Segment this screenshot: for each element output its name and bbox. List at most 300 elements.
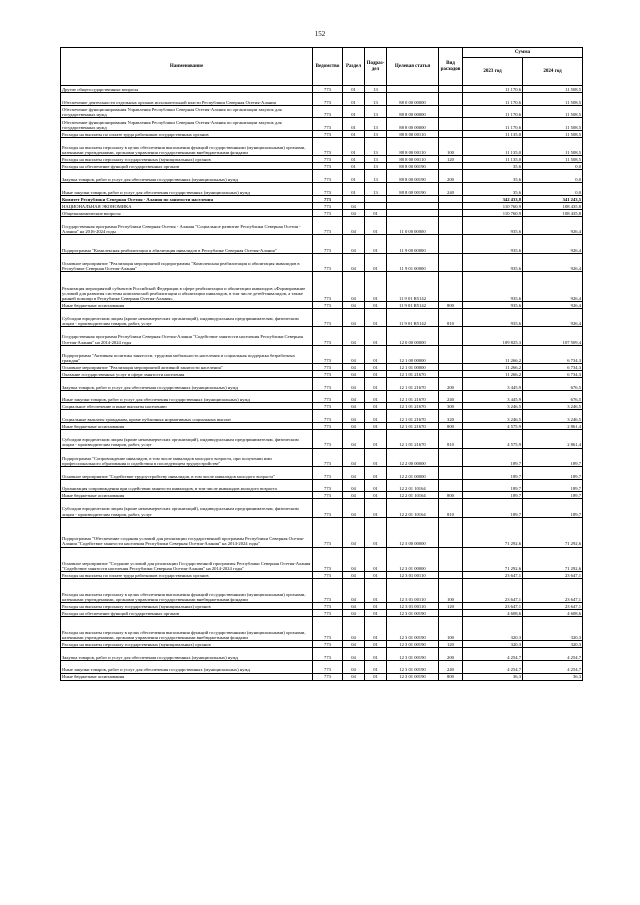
dept-cell: 773 bbox=[313, 641, 343, 648]
name-cell: Реализация мероприятий субъектов Российской Федерации в сфере реабилитации и абилитации инвалидов «Формирование условий для развития системы комплексной реабилитации и абилитации инвалидов, в том числе детей-инвалидов, а также ранней помощи в Республике Северная Осетия-Алания» bbox=[61, 272, 313, 302]
sum-2023-cell: 189,7 bbox=[463, 479, 523, 492]
section-cell: 04 bbox=[343, 547, 365, 571]
name-cell: Социальное обеспечение и иные выплаты населению bbox=[61, 403, 313, 410]
subsection-cell: 01 bbox=[365, 660, 387, 673]
sum-2024-cell: 189,7 bbox=[523, 466, 583, 479]
sum-2023-cell: 3 246,5 bbox=[463, 410, 523, 423]
target-cell: 12 2 01 10164 bbox=[387, 479, 439, 492]
sum-2023-cell: 11 266,2 bbox=[463, 345, 523, 363]
dept-cell: 773 bbox=[313, 390, 343, 403]
dept-cell: 773 bbox=[313, 571, 343, 578]
target-cell: 12 1 01 00000 bbox=[387, 364, 439, 371]
sum-2024-cell: 71 292,6 bbox=[523, 517, 583, 547]
subsection-cell: 01 bbox=[365, 423, 387, 430]
exptype-cell: 320 bbox=[439, 410, 463, 423]
section-cell: 04 bbox=[343, 479, 365, 492]
dept-cell: 773 bbox=[313, 163, 343, 170]
exptype-cell bbox=[439, 345, 463, 363]
table-row bbox=[61, 499, 583, 517]
target-cell: 11 9 01 00000 bbox=[387, 253, 439, 271]
col-section-header: Раздел bbox=[343, 48, 365, 86]
section-cell: 04 bbox=[343, 602, 365, 609]
table-row bbox=[61, 660, 583, 673]
name-cell: Расходы на обеспечение функций государственных органов bbox=[61, 609, 313, 616]
section-cell: 04 bbox=[343, 492, 365, 499]
target-cell: 12 1 01 21670 bbox=[387, 390, 439, 403]
section-cell: 01 bbox=[343, 170, 365, 183]
name-cell: Подпрограмма "Сопровождение инвалидов, в том числе инвалидов молодого возраста, при получении ими профессионального образования и содействия в последующем трудоустройстве" bbox=[61, 448, 313, 466]
exptype-cell bbox=[439, 195, 463, 202]
dept-cell: 773 bbox=[313, 105, 343, 118]
table-row bbox=[61, 390, 583, 403]
sum-2023-cell: 189,7 bbox=[463, 492, 523, 499]
sum-2023-cell: 35,6 bbox=[463, 163, 523, 170]
sum-2024-cell: 189,7 bbox=[523, 499, 583, 517]
name-cell: Расходы на выплаты персоналу государственных (муниципальных) органов bbox=[61, 641, 313, 648]
name-cell: Расходы на обеспечение функций государственных органов bbox=[61, 163, 313, 170]
name-cell: Иные закупки товаров, работ и услуг для обеспечения государственных (муниципальных) нужд bbox=[61, 660, 313, 673]
subsection-cell: 13 bbox=[365, 131, 387, 138]
exptype-cell: 800 bbox=[439, 673, 463, 680]
name-cell: Иные закупки товаров, работ и услуг для обеспечения государственных (муниципальных) нужд bbox=[61, 390, 313, 403]
table-row bbox=[61, 517, 583, 547]
exptype-cell: 800 bbox=[439, 492, 463, 499]
dept-cell: 773 bbox=[313, 131, 343, 138]
dept-cell: 773 bbox=[313, 364, 343, 371]
subsection-cell: 01 bbox=[365, 517, 387, 547]
sum-2023-cell: 935,6 bbox=[463, 272, 523, 302]
sum-2024-cell: 11 508,5 bbox=[523, 156, 583, 163]
table-row bbox=[61, 578, 583, 602]
exptype-cell: 200 bbox=[439, 648, 463, 661]
target-cell bbox=[387, 86, 439, 93]
table-row bbox=[61, 602, 583, 609]
target-cell: 11 9 01 R5142 bbox=[387, 308, 439, 326]
table-row bbox=[61, 138, 583, 156]
target-cell: 12 3 01 00000 bbox=[387, 547, 439, 571]
table-row bbox=[61, 253, 583, 271]
section-cell: 04 bbox=[343, 301, 365, 308]
exptype-cell bbox=[439, 216, 463, 234]
name-cell: Основное мероприятие "Реализация мероприятий подпрограммы "Комплексная реабилитация и абилитация инвалидов в Республике Северная Осетия-Алания" bbox=[61, 253, 313, 271]
dept-cell: 773 bbox=[313, 616, 343, 640]
dept-cell: 773 bbox=[313, 327, 343, 345]
subsection-cell: 01 bbox=[365, 609, 387, 616]
subsection-cell: 01 bbox=[365, 253, 387, 271]
exptype-cell: 200 bbox=[439, 378, 463, 391]
table-row bbox=[61, 371, 583, 378]
sum-2023-cell: 320,3 bbox=[463, 616, 523, 640]
sum-2023-cell: 935,6 bbox=[463, 235, 523, 253]
sum-2023-cell: 11 170,6 bbox=[463, 118, 523, 131]
table-row bbox=[61, 423, 583, 430]
sum-2023-cell: 11 170,6 bbox=[463, 86, 523, 93]
table-row bbox=[61, 170, 583, 183]
section-cell: 01 bbox=[343, 131, 365, 138]
section-cell: 01 bbox=[343, 93, 365, 106]
section-cell: 04 bbox=[343, 253, 365, 271]
sum-2024-cell: 4 254,7 bbox=[523, 660, 583, 673]
table-row bbox=[61, 156, 583, 163]
section-cell: 04 bbox=[343, 641, 365, 648]
name-cell: Закупка товаров, работ и услуг для обеспечения государственных (муниципальных) нужд bbox=[61, 378, 313, 391]
subsection-cell bbox=[365, 202, 387, 209]
subsection-cell: 13 bbox=[365, 105, 387, 118]
sum-2023-cell: 4 254,7 bbox=[463, 648, 523, 661]
name-cell: Расходы на выплаты персоналу в целях обеспечения выполнения функций государственными (муниципальными) органами, казенными учреждениями, органами управления государственными внебюджетными фондами bbox=[61, 578, 313, 602]
target-cell: 12 2 00 00000 bbox=[387, 448, 439, 466]
subsection-cell: 01 bbox=[365, 479, 387, 492]
subsection-cell: 01 bbox=[365, 371, 387, 378]
subsection-cell: 01 bbox=[365, 209, 387, 216]
sum-2024-cell: 23 647,1 bbox=[523, 571, 583, 578]
sum-2023-cell: 110 760,9 bbox=[463, 202, 523, 209]
table-row bbox=[61, 202, 583, 209]
table-row bbox=[61, 571, 583, 578]
table-row bbox=[61, 609, 583, 616]
name-cell: Расходы на выплаты персоналу государственных (муниципальных) органов bbox=[61, 156, 313, 163]
table-row bbox=[61, 131, 583, 138]
subsection-cell: 01 bbox=[365, 430, 387, 448]
dept-cell: 773 bbox=[313, 609, 343, 616]
exptype-cell: 800 bbox=[439, 301, 463, 308]
section-cell: 04 bbox=[343, 578, 365, 602]
exptype-cell: 120 bbox=[439, 641, 463, 648]
dept-cell: 773 bbox=[313, 499, 343, 517]
subsection-cell: 01 bbox=[365, 301, 387, 308]
dept-cell: 773 bbox=[313, 673, 343, 680]
section-cell: 01 bbox=[343, 118, 365, 131]
dept-cell: 773 bbox=[313, 156, 343, 163]
dept-cell: 773 bbox=[313, 448, 343, 466]
col-2024-header: 2024 год bbox=[523, 58, 583, 86]
exptype-cell bbox=[439, 209, 463, 216]
sum-2024-cell: 926,4 bbox=[523, 235, 583, 253]
sum-2024-cell: 189,7 bbox=[523, 479, 583, 492]
target-cell: 12 2 01 10164 bbox=[387, 492, 439, 499]
section-cell: 04 bbox=[343, 571, 365, 578]
subsection-cell: 01 bbox=[365, 345, 387, 363]
subsection-cell: 01 bbox=[365, 571, 387, 578]
subsection-cell: 01 bbox=[365, 466, 387, 479]
target-cell: 12 2 01 00000 bbox=[387, 466, 439, 479]
sum-2023-cell: 3 246,5 bbox=[463, 403, 523, 410]
target-cell: 12 3 01 00190 bbox=[387, 641, 439, 648]
sum-2024-cell: 36,3 bbox=[523, 673, 583, 680]
col-name-header: Наименование bbox=[61, 48, 313, 86]
sum-2023-cell: 35,6 bbox=[463, 183, 523, 196]
dept-cell: 773 bbox=[313, 118, 343, 131]
sum-2023-cell: 11 170,6 bbox=[463, 93, 523, 106]
name-cell: Оказание государственных услуг в сфере занятости населения bbox=[61, 371, 313, 378]
section-cell: 01 bbox=[343, 105, 365, 118]
subsection-cell: 01 bbox=[365, 308, 387, 326]
table-row bbox=[61, 272, 583, 302]
sum-2024-cell: 676,5 bbox=[523, 378, 583, 391]
section-cell: 04 bbox=[343, 403, 365, 410]
section-cell: 04 bbox=[343, 609, 365, 616]
subsection-cell: 01 bbox=[365, 499, 387, 517]
exptype-cell bbox=[439, 479, 463, 492]
subsection-cell: 01 bbox=[365, 547, 387, 571]
sum-2023-cell: 342 433,8 bbox=[463, 195, 523, 202]
sum-2023-cell: 11 135,0 bbox=[463, 131, 523, 138]
subsection-cell: 01 bbox=[365, 673, 387, 680]
section-cell: 04 bbox=[343, 517, 365, 547]
exptype-cell bbox=[439, 131, 463, 138]
table-row bbox=[61, 86, 583, 93]
sum-2023-cell: 71 292,6 bbox=[463, 547, 523, 571]
target-cell: 12 3 01 00110 bbox=[387, 602, 439, 609]
exptype-cell bbox=[439, 609, 463, 616]
table-header bbox=[61, 48, 583, 86]
exptype-cell bbox=[439, 571, 463, 578]
table-row bbox=[61, 378, 583, 391]
subsection-cell: 01 bbox=[365, 390, 387, 403]
exptype-cell bbox=[439, 517, 463, 547]
target-cell: 12 1 01 21670 bbox=[387, 430, 439, 448]
sum-2024-cell: 11 508,5 bbox=[523, 93, 583, 106]
dept-cell: 773 bbox=[313, 253, 343, 271]
sum-2024-cell: 189,7 bbox=[523, 492, 583, 499]
target-cell: 12 1 01 21670 bbox=[387, 371, 439, 378]
target-cell: 12 3 01 00190 bbox=[387, 616, 439, 640]
target-cell bbox=[387, 202, 439, 209]
dept-cell: 773 bbox=[313, 660, 343, 673]
exptype-cell: 200 bbox=[439, 170, 463, 183]
subsection-cell: 01 bbox=[365, 641, 387, 648]
sum-2024-cell: 189,7 bbox=[523, 448, 583, 466]
target-cell: 11 9 00 00000 bbox=[387, 235, 439, 253]
name-cell: Комитет Республики Северная Осетия - Алания по занятости населения bbox=[61, 195, 313, 202]
exptype-cell bbox=[439, 202, 463, 209]
table-row bbox=[61, 479, 583, 492]
target-cell: 12 0 00 00000 bbox=[387, 327, 439, 345]
table-row bbox=[61, 410, 583, 423]
col-subsection-header: Подраз-дел bbox=[365, 48, 387, 86]
target-cell: 88 8 00 00110 bbox=[387, 138, 439, 156]
sum-2024-cell: 108 435,8 bbox=[523, 209, 583, 216]
exptype-cell bbox=[439, 547, 463, 571]
sum-2023-cell: 320,3 bbox=[463, 641, 523, 648]
sum-2023-cell: 11 135,0 bbox=[463, 156, 523, 163]
exptype-cell: 100 bbox=[439, 578, 463, 602]
dept-cell: 773 bbox=[313, 430, 343, 448]
subsection-cell: 01 bbox=[365, 216, 387, 234]
section-cell: 04 bbox=[343, 499, 365, 517]
col-exptype-header: Вид расходов bbox=[439, 48, 463, 86]
exptype-cell: 800 bbox=[439, 423, 463, 430]
table-row bbox=[61, 308, 583, 326]
sum-2023-cell: 11 170,6 bbox=[463, 105, 523, 118]
section-cell bbox=[343, 195, 365, 202]
exptype-cell bbox=[439, 364, 463, 371]
sum-2024-cell: 11 508,5 bbox=[523, 138, 583, 156]
table-row bbox=[61, 345, 583, 363]
sum-2024-cell: 0,0 bbox=[523, 163, 583, 170]
dept-cell: 773 bbox=[313, 86, 343, 93]
dept-cell: 773 bbox=[313, 517, 343, 547]
target-cell: 11 0 00 00000 bbox=[387, 216, 439, 234]
exptype-cell bbox=[439, 86, 463, 93]
name-cell: Иные бюджетные ассигнования bbox=[61, 492, 313, 499]
sum-2023-cell: 935,6 bbox=[463, 308, 523, 326]
table-row bbox=[61, 183, 583, 196]
section-cell: 04 bbox=[343, 423, 365, 430]
exptype-cell: 240 bbox=[439, 660, 463, 673]
col-dept-header: Ведомство bbox=[313, 48, 343, 86]
section-cell: 04 bbox=[343, 466, 365, 479]
target-cell: 11 9 01 R5142 bbox=[387, 301, 439, 308]
target-cell: 12 3 01 00110 bbox=[387, 571, 439, 578]
dept-cell: 773 bbox=[313, 170, 343, 183]
sum-2024-cell: 6 734,3 bbox=[523, 364, 583, 371]
table-row bbox=[61, 327, 583, 345]
exptype-cell bbox=[439, 163, 463, 170]
name-cell: Основное мероприятие "Реализация мероприятий активной занятости населения" bbox=[61, 364, 313, 371]
sum-2024-cell: 4 254,7 bbox=[523, 648, 583, 661]
name-cell: Организация сопровождения при содействии занятости инвалидов, в том числе инвалидов молодого возраста bbox=[61, 479, 313, 492]
table-row bbox=[61, 364, 583, 371]
table-row bbox=[61, 93, 583, 106]
section-cell: 04 bbox=[343, 327, 365, 345]
sum-2024-cell: 71 292,6 bbox=[523, 547, 583, 571]
sum-2023-cell: 110 760,9 bbox=[463, 209, 523, 216]
subsection-cell: 13 bbox=[365, 138, 387, 156]
sum-2024-cell: 107 509,4 bbox=[523, 327, 583, 345]
name-cell: Другие общегосударственные вопросы bbox=[61, 86, 313, 93]
section-cell: 04 bbox=[343, 272, 365, 302]
exptype-cell bbox=[439, 466, 463, 479]
section-cell: 01 bbox=[343, 156, 365, 163]
sum-2023-cell: 189,7 bbox=[463, 466, 523, 479]
name-cell: Подпрограмма "Обеспечение создания условий для реализации государственной программы Республики Северная Осетия-Алания "Содействие занятости населения Республики Северная Осетия-Алания" на 2014-2024 годы" bbox=[61, 517, 313, 547]
sum-2023-cell: 11 135,0 bbox=[463, 138, 523, 156]
col-sum-header: Сумма bbox=[463, 48, 583, 58]
name-cell: Обеспечение функционирования Управления Республики Северная Осетия-Алания по организации закупок для государственных нужд bbox=[61, 105, 313, 118]
sum-2023-cell: 109 825,3 bbox=[463, 327, 523, 345]
sum-2023-cell: 189,7 bbox=[463, 499, 523, 517]
dept-cell: 773 bbox=[313, 301, 343, 308]
section-cell: 04 bbox=[343, 660, 365, 673]
table-row bbox=[61, 492, 583, 499]
subsection-cell: 01 bbox=[365, 578, 387, 602]
dept-cell: 773 bbox=[313, 209, 343, 216]
subsection-cell: 01 bbox=[365, 364, 387, 371]
subsection-cell: 01 bbox=[365, 403, 387, 410]
sum-2023-cell: 35,6 bbox=[463, 170, 523, 183]
dept-cell: 773 bbox=[313, 578, 343, 602]
target-cell: 12 3 01 00190 bbox=[387, 673, 439, 680]
table-row bbox=[61, 616, 583, 640]
sum-2024-cell: 320,3 bbox=[523, 616, 583, 640]
exptype-cell bbox=[439, 253, 463, 271]
sum-2023-cell: 189,7 bbox=[463, 448, 523, 466]
subsection-cell: 01 bbox=[365, 272, 387, 302]
section-cell: 01 bbox=[343, 183, 365, 196]
subsection-cell: 01 bbox=[365, 327, 387, 345]
sum-2023-cell: 4 254,7 bbox=[463, 660, 523, 673]
sum-2023-cell: 11 266,2 bbox=[463, 371, 523, 378]
dept-cell: 773 bbox=[313, 423, 343, 430]
subsection-cell: 01 bbox=[365, 378, 387, 391]
dept-cell: 773 bbox=[313, 195, 343, 202]
name-cell: Субсидии юридическим лицам (кроме некоммерческих организаций), индивидуальным предпринимателям, физическим лицам - производителям товаров, работ, услуг bbox=[61, 430, 313, 448]
exptype-cell: 100 bbox=[439, 616, 463, 640]
subsection-cell: 01 bbox=[365, 492, 387, 499]
sum-2024-cell: 0,0 bbox=[523, 183, 583, 196]
name-cell: Субсидии юридическим лицам (кроме некоммерческих организаций), индивидуальным предпринимателям, физическим лицам - производителям товаров, работ, услуг bbox=[61, 308, 313, 326]
exptype-cell: 810 bbox=[439, 499, 463, 517]
sum-2023-cell: 3 445,9 bbox=[463, 378, 523, 391]
table-row bbox=[61, 403, 583, 410]
section-cell: 04 bbox=[343, 673, 365, 680]
subsection-cell: 01 bbox=[365, 602, 387, 609]
name-cell: Субсидии юридическим лицам (кроме некоммерческих организаций), индивидуальным предпринимателям, физическим лицам - производителям товаров, работ, услуг bbox=[61, 499, 313, 517]
table-row bbox=[61, 235, 583, 253]
table-row bbox=[61, 430, 583, 448]
dept-cell: 773 bbox=[313, 183, 343, 196]
subsection-cell: 13 bbox=[365, 156, 387, 163]
dept-cell: 773 bbox=[313, 378, 343, 391]
name-cell: Закупка товаров, работ и услуг для обеспечения государственных (муниципальных) нужд bbox=[61, 170, 313, 183]
target-cell bbox=[387, 209, 439, 216]
table-row bbox=[61, 195, 583, 202]
section-cell: 04 bbox=[343, 410, 365, 423]
section-cell: 04 bbox=[343, 364, 365, 371]
sum-2023-cell: 4 608,6 bbox=[463, 609, 523, 616]
name-cell: Государственная программа Республики Северная Осетия-Алания "Содействие занятости населения Республики Северная Осетия-Алания" на 2014-2024 годы bbox=[61, 327, 313, 345]
target-cell: 88 8 00 00110 bbox=[387, 131, 439, 138]
table-row bbox=[61, 648, 583, 661]
name-cell: Иные бюджетные ассигнования bbox=[61, 423, 313, 430]
target-cell: 88 8 00 00190 bbox=[387, 163, 439, 170]
name-cell: Расходы на выплаты по оплате труда работников государственных органов bbox=[61, 571, 313, 578]
name-cell: Обеспечение деятельности отдельных органов исполнительной власти Республики Северная Осетия-Алания bbox=[61, 93, 313, 106]
subsection-cell bbox=[365, 195, 387, 202]
name-cell: Закупка товаров, работ и услуг для обеспечения государственных (муниципальных) нужд bbox=[61, 648, 313, 661]
exptype-cell: 120 bbox=[439, 602, 463, 609]
subsection-cell: 13 bbox=[365, 118, 387, 131]
sum-2024-cell: 23 647,1 bbox=[523, 578, 583, 602]
sum-2023-cell: 23 647,1 bbox=[463, 578, 523, 602]
subsection-cell: 01 bbox=[365, 648, 387, 661]
target-cell: 12 3 01 00190 bbox=[387, 660, 439, 673]
target-cell bbox=[387, 195, 439, 202]
sum-2023-cell: 4 575,9 bbox=[463, 423, 523, 430]
sum-2023-cell: 23 647,1 bbox=[463, 571, 523, 578]
section-cell: 04 bbox=[343, 616, 365, 640]
exptype-cell bbox=[439, 105, 463, 118]
subsection-cell: 01 bbox=[365, 616, 387, 640]
section-cell: 04 bbox=[343, 378, 365, 391]
sum-2024-cell: 6 734,3 bbox=[523, 371, 583, 378]
target-cell: 11 9 01 R5142 bbox=[387, 272, 439, 302]
target-cell: 88 8 00 00110 bbox=[387, 156, 439, 163]
subsection-cell: 13 bbox=[365, 93, 387, 106]
section-cell: 01 bbox=[343, 86, 365, 93]
table-body bbox=[61, 86, 583, 681]
sum-2024-cell: 11 508,5 bbox=[523, 105, 583, 118]
exptype-cell bbox=[439, 235, 463, 253]
exptype-cell: 810 bbox=[439, 430, 463, 448]
dept-cell: 773 bbox=[313, 547, 343, 571]
target-cell: 12 3 01 00190 bbox=[387, 609, 439, 616]
subsection-cell: 13 bbox=[365, 170, 387, 183]
section-cell: 04 bbox=[343, 209, 365, 216]
subsection-cell: 01 bbox=[365, 410, 387, 423]
exptype-cell: 120 bbox=[439, 156, 463, 163]
